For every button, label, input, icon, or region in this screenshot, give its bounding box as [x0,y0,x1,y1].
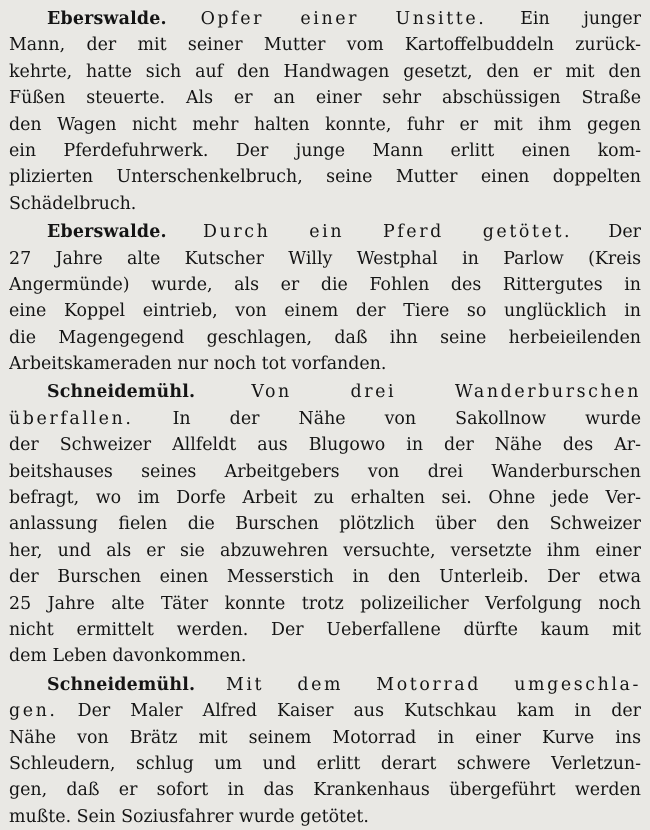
article-text-line: befragt, wo im Dorfe Arbeit zu erhalten sei. Ohne jede Ver- [9,488,641,509]
article-mit-dem-motorrad-umgeschlagen [9,672,641,830]
article-text-line: her, und als er sie abzuwehren versuchte, versetzte ihm einer [9,540,641,561]
article-text-line: 27 Jahre alte Kutscher Willy Westphal in Parlow (Kreis [9,248,641,269]
article-text-line: gen, daß er sofort in das Krankenhaus übergeführt werden [9,780,641,801]
article-text-line: plizierten Unterschenkelbruch, seine Mutter einen doppelten [9,167,641,188]
article-headline: Mit dem Motorrad umgeschla- [225,674,641,695]
article-text-line: Angermünde) wurde, als er die Fohlen des Rittergutes in [9,274,641,295]
article-first-line [9,219,641,245]
article-text-line: nicht ermittelt werden. Der Ueberfallene dürfte kaum mit [9,619,641,640]
article-headline: Durch ein Pferd getötet. [203,222,573,243]
article-durch-ein-pferd-getoetet [9,219,641,377]
article-text-line: die Magengegend geschlagen, daß ihn seine herbeieilenden [9,327,641,348]
article-headline: Von drei Wanderburschen [251,382,641,403]
article-text-line: den Wagen nicht mehr halten konnte, fuhr er mit ihm gegen [9,114,641,135]
article-headline-continued: gen. [9,701,58,722]
article-text-line: der Schweizer Allfeldt aus Blugowo in der Nähe des Ar- [9,435,641,456]
article-opfer-einer-unsitte [9,6,641,217]
article-place: Schneidemühl. [47,674,196,695]
article-text-line: 25 Jahre alte Täter konnte trotz polizeilicher Verfolgung noch [9,593,641,614]
article-place: Eberswalde. [47,9,167,29]
article-text-line: Arbeitskameraden nur noch tot vorfanden. [9,354,387,375]
article-text-line: Mann, der mit seiner Mutter vom Kartoffelbuddeln zurück- [9,35,641,56]
article-first-line [9,6,641,32]
article-text-line: kehrte, hatte sich auf den Handwagen gesetzt, den er mit den [9,61,641,82]
article-text: Der Maler Alfred Kaiser aus Kutschkau kam in der [77,701,641,722]
article-text-line: beitshauses seines Arbeitgebers von drei Wanderburschen [9,461,641,482]
article-second-line [9,698,641,724]
article-text: In der Nähe von Sakollnow wurde [172,408,641,429]
article-text-line: Schädelbruch. [9,193,137,214]
article-first-line [9,379,641,405]
article-text-line: Schleudern, schlug um und erlitt derart schwere Verletzun- [9,753,641,774]
article-headline: Opfer einer Unsitte. [200,9,487,29]
article-text: Der [608,222,641,243]
article-first-line [9,672,641,698]
article-place: Schneidemühl. [47,382,196,403]
article-second-line [9,406,641,432]
article-text-line: anlassung fielen die Burschen plötzlich über den Schweizer [9,514,641,535]
article-text-line: der Burschen einen Messerstich in den Unterleib. Der etwa [9,567,641,588]
article-text-line: Füßen steuerte. Als er an einer sehr abschüssigen Straße [9,88,641,109]
article-von-drei-wanderburschen [9,379,641,669]
article-text-line: ein Pferdefuhrwerk. Der junge Mann erlitt einen kom- [9,140,641,161]
article-text-line: eine Koppel eintrieb, von einem der Tiere so unglücklich in [9,301,641,322]
article-text-line: Nähe von Brätz mit seinem Motorrad in einer Kurve ins [9,727,641,748]
article-text-line: dem Leben davonkommen. [9,646,247,667]
article-place: Eberswalde. [47,222,167,243]
article-headline-continued: überfallen. [9,408,134,429]
article-text-line: mußte. Sein Soziusfahrer wurde getötet. [9,806,369,827]
article-text: Ein junger [520,9,641,29]
